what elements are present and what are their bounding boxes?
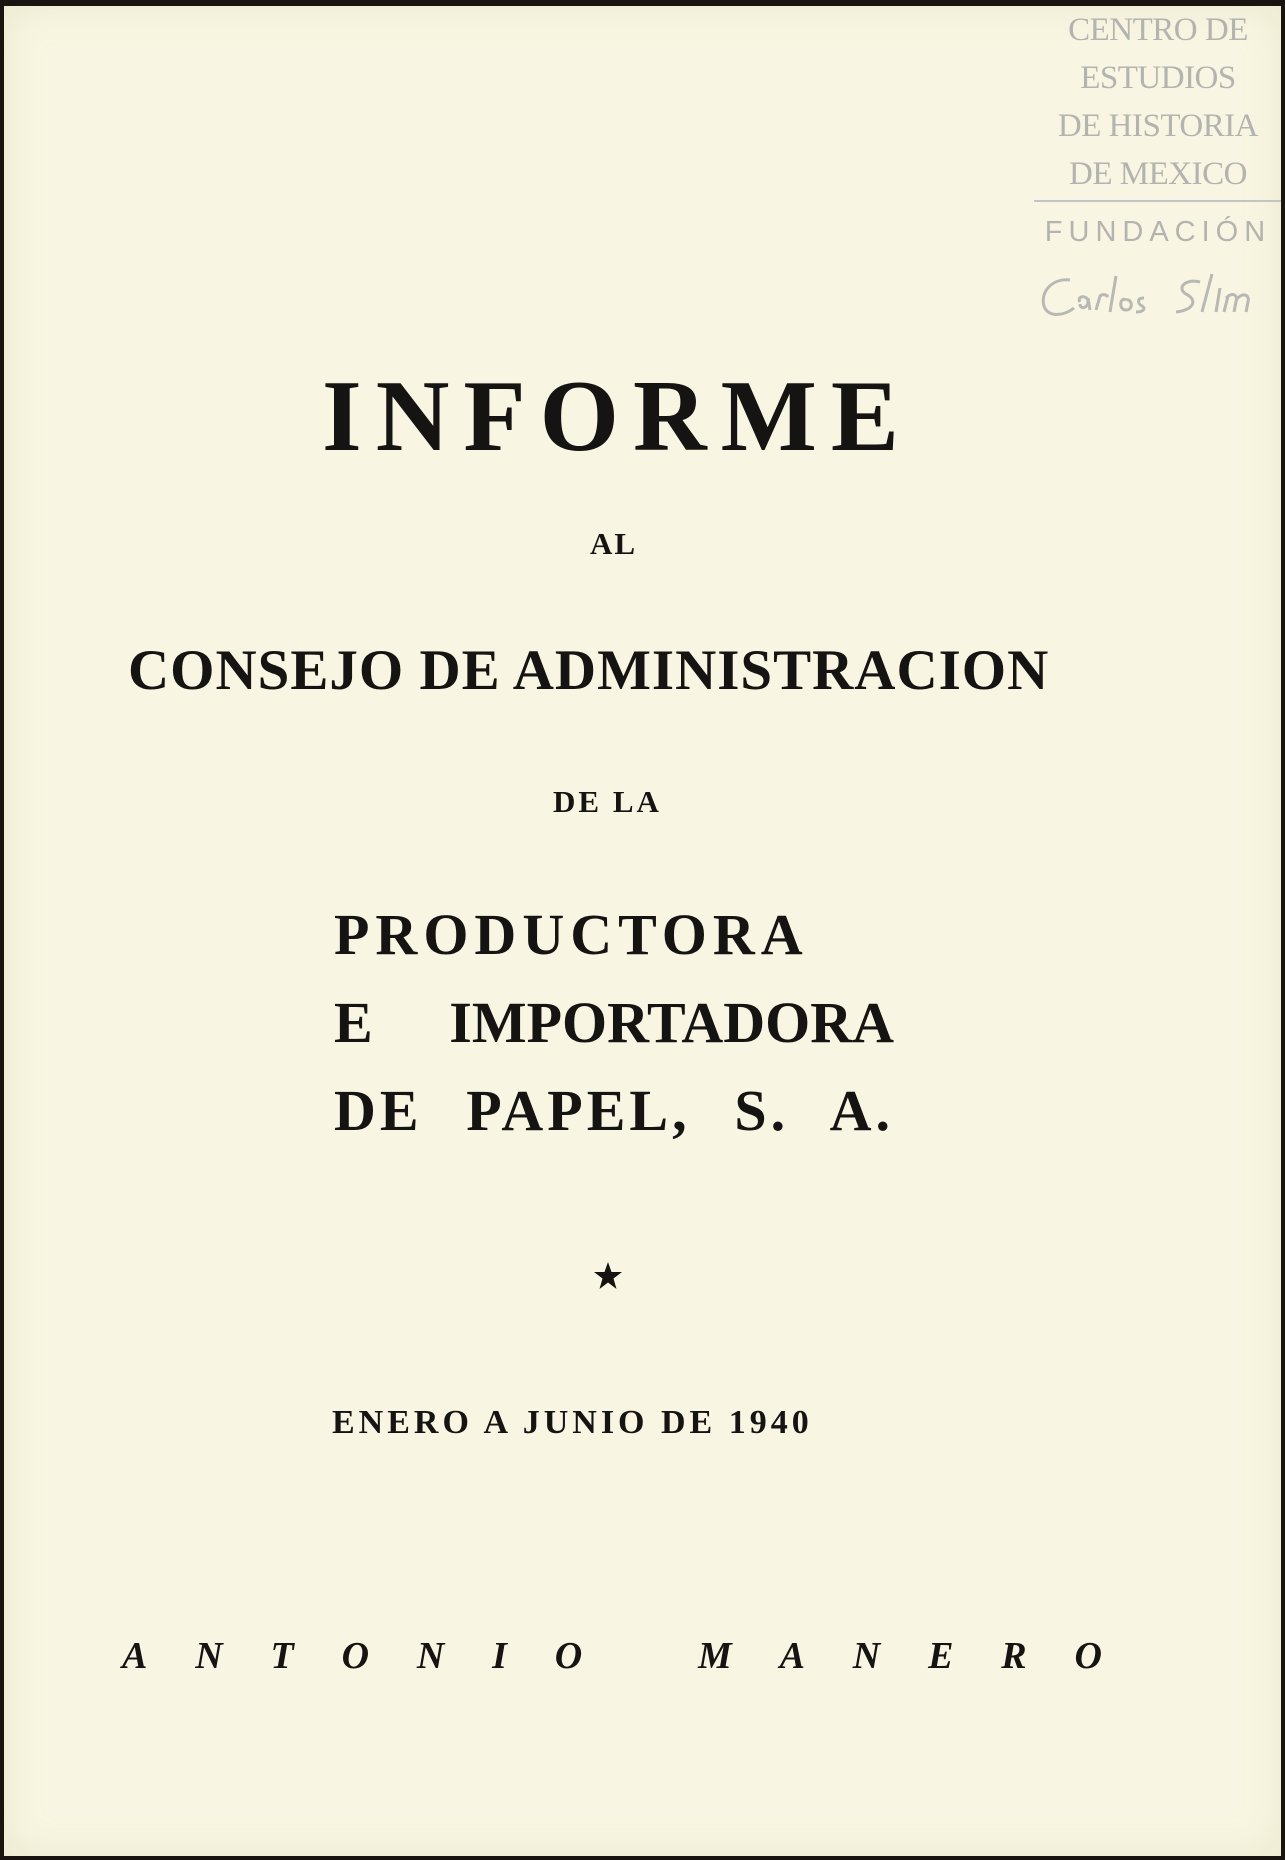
signature-logo — [1030, 266, 1281, 326]
report-period: ENERO A JUNIO DE 1940 — [332, 1404, 813, 1441]
stamp-divider — [1034, 200, 1281, 202]
stamp-line: DE MEXICO — [1069, 156, 1247, 192]
star-icon — [593, 1261, 623, 1291]
author-letter: A — [122, 1635, 148, 1677]
company-name-line: PRODUCTORA — [334, 902, 809, 967]
recipient-heading: CONSEJO DE ADMINISTRACION — [128, 639, 1050, 702]
stamp-foundation: FUNDACIÓN — [1044, 216, 1272, 248]
author-letter: A — [779, 1635, 805, 1677]
company-name — [334, 891, 894, 1155]
document-page — [4, 6, 1281, 1856]
author-letter: N — [852, 1635, 881, 1677]
stamp-line: CENTRO DE — [1068, 12, 1248, 48]
author-letter: O — [554, 1635, 583, 1677]
author-name — [122, 1634, 1102, 1678]
stamp-line: ESTUDIOS — [1080, 60, 1236, 96]
company-name-line: DE PAPEL, S. A. — [334, 1078, 894, 1143]
title-connector: AL — [590, 526, 638, 561]
document-title: INFORME — [322, 360, 913, 473]
author-letter: O — [341, 1635, 370, 1677]
author-letter: N — [195, 1635, 223, 1677]
archive-stamp — [1030, 6, 1281, 328]
author-letter: T — [270, 1635, 294, 1677]
stamp-line: DE HISTORIA — [1057, 108, 1259, 144]
author-letter: I — [492, 1635, 507, 1677]
author-word-gap — [630, 1634, 650, 1678]
title-connector: DE LA — [553, 784, 662, 819]
author-letter: E — [928, 1635, 954, 1677]
author-letter: R — [1001, 1635, 1027, 1677]
author-letter: N — [416, 1635, 445, 1677]
company-name-line: E IMPORTADORA — [334, 990, 894, 1055]
author-letter: O — [1074, 1635, 1102, 1677]
author-letter: M — [697, 1635, 732, 1677]
